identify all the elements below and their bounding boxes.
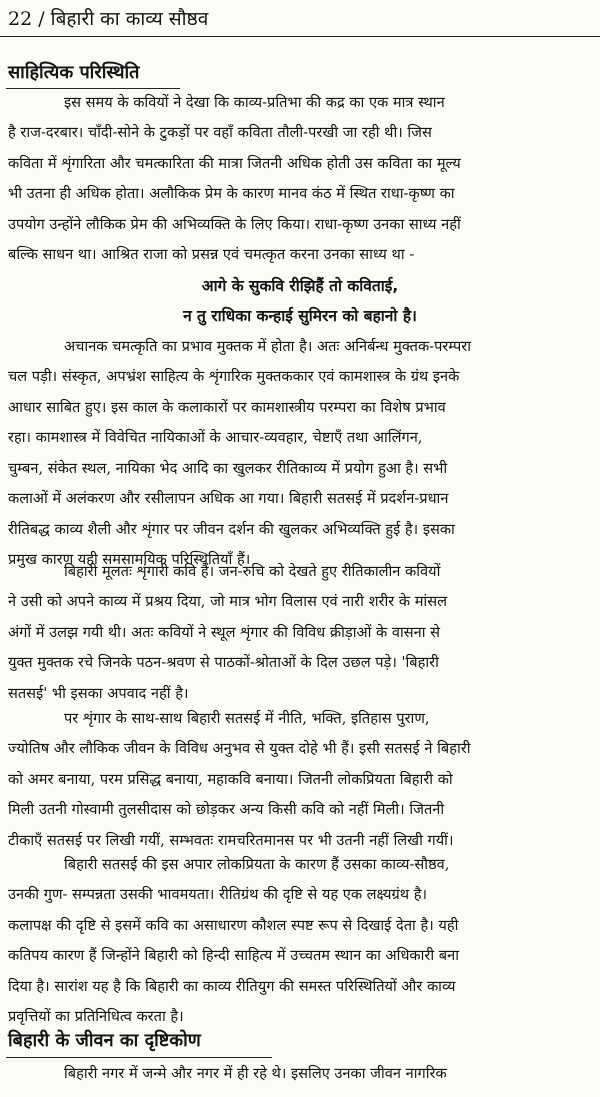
text-line: दिया है। सारांश यह है कि बिहारी का काव्य रीतियुग की समस्त परिस्थितियों और काव्य (8, 977, 456, 995)
paragraph-4 (8, 704, 596, 856)
text-line: बिहारी नगर में जन्मे और नगर में ही रहे थे। इसलिए उनका जीवन नागरिक (64, 1065, 447, 1082)
text-line: है राज-दरबार। चाँदी-सोने के टुकड़ों पर वहाँ कविता तौली-परखी जा रही थी। जिस (8, 124, 432, 142)
text-line: अचानक चमत्कृति का प्रभाव मुक्तक में होता है। अतः अनिर्बन्ध मुक्तक-परम्परा (64, 338, 472, 355)
text-line: मिली उतनी गोस्वामी तुलसीदास को छोड़कर अन्य किसी कवि को नहीं मिली। जितनी (8, 801, 445, 819)
text-line: पर शृंगार के साथ-साथ बिहारी सतसई में नीति, भक्ति, इतिहास पुराण, (64, 710, 430, 727)
paragraph-3 (8, 557, 596, 709)
text-line: अंगों में उलझ गयी थी। अतः कवियों ने स्थूल शृंगार की विविध क्रीड़ाओं के वासना से (8, 623, 441, 641)
text-line: प्रवृत्तियों का प्रतिनिधित्व करता है। (8, 1008, 184, 1026)
text-line: रीतिबद्ध काव्य शैली और शृंगार पर जीवन दर्शन की खुलकर अभिव्यक्ति हुई है। इसका (8, 520, 455, 538)
text-line: को अमर बनाया, परम प्रसिद्ध बनाया, महाकवि बनाया। जितनी लोकप्रियता बिहारी को (8, 770, 453, 788)
paragraph-5 (8, 850, 596, 1033)
text-line: आधार साबित हुए। इस काल के कलाकारों पर कामशास्त्रीय परम्परा का विशेष प्रभाव (8, 398, 446, 416)
text-line: बिहारी सतसई की इस अपार लोकप्रियता के कारण हैं उसका काव्य-सौष्ठव, (64, 856, 450, 873)
heading-underline (6, 1057, 272, 1058)
paragraph-1 (8, 88, 596, 271)
paragraph-2 (8, 332, 596, 576)
text-line: ने उसी को अपने काव्य में प्रश्रय दिया, जो मात्र भोग विलास एवं नारी शरीर के मांसल (8, 593, 447, 611)
text-line: बिहारी मूलतः शृंगारी कवि हैं। जन-रुचि को देखते हुए रीतिकालीन कवियों (64, 563, 441, 580)
text-line: कलाओं में अलंकरण और रसीलापन अधिक आ गया। बिहारी सतसई में प्रदर्शन-प्रधान (8, 490, 449, 508)
text-line: चल पड़ी। संस्कृत, अपभ्रंश साहित्य के शृंगारिक मुक्तककार एवं कामशास्त्र के ग्रंथ इनके (8, 368, 460, 386)
text-line: इस समय के कवियों ने देखा कि काव्य-प्रतिभा की कद्र का एक मात्र स्थान (64, 94, 445, 111)
running-header: 22 / बिहारी का काव्य सौष्ठव (8, 8, 209, 30)
text-line: प्रमुख कारण यही समसामयिक परिस्थितियाँ हैं। (8, 551, 251, 569)
text-line: ज्योतिष और लौकिक जीवन के विविध अनुभव से युक्त दोहे भी हैं। इसी सतसई ने बिहारी (8, 740, 471, 758)
text-line: उनकी गुण- सम्पन्नता उसकी भावमयता। रीतिग्रंथ की दृष्टि से यह एक लक्ष्यग्रंथ है। (8, 886, 427, 904)
text-line: उपयोग उन्होंने लौकिक प्रेम की अभिव्यक्ति के लिए किया। राधा-कृष्ण उनका साध्य नहीं (8, 215, 461, 233)
text-line: चुम्बन, संकेत स्थल, नायिका भेद आदि का खुलकर रीतिकाव्य में प्रयोग हुआ है। सभी (8, 459, 448, 477)
section-heading-sahityik-paristhiti: साहित्यिक परिस्थिति (8, 62, 140, 83)
text-line: सतसई' भी इसका अपवाद नहीं है। (8, 684, 189, 702)
text-line: कतिपय कारण हैं जिन्होंने बिहारी को हिन्दी साहित्य में उच्चतम स्थान का अधिकारी बना (8, 947, 460, 965)
text-line: भी उतना ही अधिक होता। अलौकिक प्रेम के कारण मानव कंठ में स्थित राधा-कृष्ण का (8, 185, 455, 203)
verse-line: आगे के सुकवि रीझिहैं तो कविताई, (201, 277, 399, 295)
section-heading-jeevan-drishtikon: बिहारी के जीवन का दृष्टिकोण (8, 1030, 201, 1051)
verse-line: न तु राधिका कन्हाई सुमिरन को बहानो है। (183, 307, 417, 326)
text-line: कविता में शृंगारिता और चमत्कारिता की मात्रा जितनी अधिक होती उस कविता का मूल्य (8, 154, 461, 172)
paragraph-6 (8, 1059, 596, 1089)
text-line: युक्त मुक्तक रचे जिनके पठन-श्रवण से पाठकों-श्रोताओं के दिल उछल पड़े। 'बिहारी (8, 654, 439, 672)
text-line: कलापक्ष की दृष्टि से इसमें कवि का असाधारण कौशल स्पष्ट रूप से दिखाई देता है। यही (8, 916, 459, 934)
text-line: रहा। कामशास्त्र में विवेचित नायिकाओं के आचार-व्यवहार, चेष्टाएँ तथा आलिंगन, (8, 429, 423, 447)
text-line: टीकाएँ सतसई पर लिखी गयीं, सम्भवतः रामचरितमानस पर भी उतनी नहीं लिखी गयीं। (8, 831, 454, 849)
quoted-verse (0, 271, 600, 332)
header-rule (0, 36, 600, 37)
text-line: बल्कि साधन था। आश्रित राजा को प्रसन्न एवं चमत्कृत करना उनका साध्य था - (8, 246, 415, 264)
